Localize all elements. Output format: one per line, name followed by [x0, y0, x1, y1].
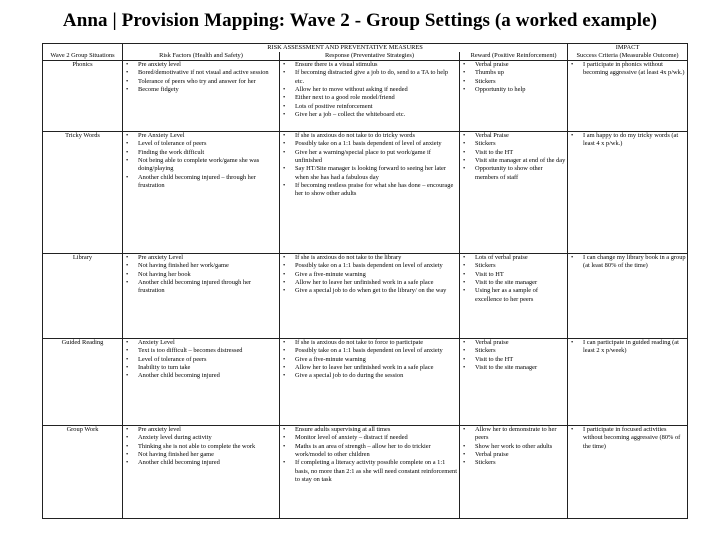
- table-row: [43, 339, 688, 426]
- success-criteria-cell: [568, 339, 688, 426]
- list-item: • I participate in phonics without becoming aggressive (at least 4x p/wk.): [569, 61, 686, 78]
- list-item: • If completing a literacy activity possible complete on a 1:1 basis, no more than 2:1 as she will need constant reinforcement to stay on task: [281, 459, 458, 484]
- situation-cell: Guided Reading: [43, 339, 123, 426]
- list-item: • Anxiety Level: [124, 339, 278, 347]
- success-criteria-cell: [568, 254, 688, 339]
- list-item: • Visit to HT: [461, 271, 566, 279]
- success-criteria-cell: [568, 61, 688, 132]
- list-item: • Finding the work difficult: [124, 149, 278, 157]
- list-item: • Possibly take on a 1:1 basis dependent on level of anxiety: [281, 347, 458, 355]
- list-item: • Using her as a sample of excellence to her peers: [461, 287, 566, 304]
- situations-header: Wave 2 Group Situations: [43, 44, 123, 61]
- success-criteria-cell: [568, 426, 688, 519]
- impact-header: IMPACT: [568, 44, 688, 53]
- risk-factors-cell: [123, 426, 280, 519]
- list-item: • Maths is an area of strength – allow her to do trickier work/model to other children: [281, 443, 458, 460]
- list-item: • Another child becoming injured: [124, 459, 278, 467]
- list-item: • Pre anxiety Level: [124, 254, 278, 262]
- bullet-list: [461, 254, 566, 304]
- list-item: • Pre anxiety level: [124, 426, 278, 434]
- response-cell: [280, 61, 460, 132]
- table-row: [43, 254, 688, 339]
- list-item: • If she is anxious do not take to force to participate: [281, 339, 458, 347]
- list-item: • Give her a warning/special place to put work/game if unfinished: [281, 149, 458, 166]
- risk-factors-cell: [123, 61, 280, 132]
- response-cell: [280, 132, 460, 254]
- list-item: • Bored/demotivative if not visual and active session: [124, 69, 278, 77]
- table-row: [43, 132, 688, 254]
- bullet-list: [124, 254, 278, 296]
- list-item: • Visit to the HT: [461, 356, 566, 364]
- list-item: • Allow her to leave her unfinished work in a safe place: [281, 364, 458, 372]
- situation-cell: Phonics: [43, 61, 123, 132]
- list-item: • I can change my library book in a group (at least 80% of the time): [569, 254, 686, 271]
- list-item: • Possibly take on a 1:1 basis dependent on level of anxiety: [281, 262, 458, 270]
- bullet-list: [569, 61, 686, 78]
- list-item: • Thumbs up: [461, 69, 566, 77]
- bullet-list: [461, 426, 566, 468]
- risk-factors-cell: [123, 254, 280, 339]
- list-item: • Visit to the site manager: [461, 279, 566, 287]
- list-item: • Become fidgety: [124, 86, 278, 94]
- reward-cell: [460, 132, 568, 254]
- list-item: • Ensure there is a visual stimulus: [281, 61, 458, 69]
- bullet-list: [124, 132, 278, 190]
- bullet-list: [569, 132, 686, 149]
- bullet-list: [281, 132, 458, 199]
- bullet-list: [461, 61, 566, 94]
- list-item: • Verbal praise: [461, 451, 566, 459]
- list-item: • Verbal praise: [461, 339, 566, 347]
- list-item: • Give a special job to do during the session: [281, 372, 458, 380]
- success-criteria-cell: [568, 132, 688, 254]
- page-title: Anna | Provision Mapping: Wave 2 - Group Settings (a worked example): [62, 10, 658, 31]
- reward-cell: [460, 426, 568, 519]
- bullet-list: [124, 61, 278, 94]
- list-item: • Stickers: [461, 459, 566, 467]
- list-item: • Opportunity to show other members of staff: [461, 165, 566, 182]
- list-item: • Stickers: [461, 347, 566, 355]
- list-item: • Verbal praise: [461, 61, 566, 69]
- reward-cell: [460, 339, 568, 426]
- bullet-list: [281, 426, 458, 484]
- reward-header: Reward (Positive Reinforcement): [460, 52, 568, 61]
- list-item: • Not being able to complete work/game she was doing/playing: [124, 157, 278, 174]
- list-item: • Not having her book: [124, 271, 278, 279]
- list-item: • Text is too difficult – becomes distressed: [124, 347, 278, 355]
- situation-cell: Tricky Words: [43, 132, 123, 254]
- list-item: • Lots of positive reinforcement: [281, 103, 458, 111]
- bullet-list: [124, 339, 278, 381]
- list-item: • Another child becoming injured through her frustration: [124, 279, 278, 296]
- list-item: • Anxiety level during activity: [124, 434, 278, 442]
- bullet-list: [569, 339, 686, 356]
- situation-cell: Library: [43, 254, 123, 339]
- bullet-list: [569, 426, 686, 451]
- bullet-list: [461, 339, 566, 372]
- situation-cell: Group Work: [43, 426, 123, 519]
- response-cell: [280, 426, 460, 519]
- list-item: • Level of tolerance of peers: [124, 356, 278, 364]
- table-row: [43, 426, 688, 519]
- list-item: • Give a five-minute warning: [281, 356, 458, 364]
- response-cell: [280, 254, 460, 339]
- list-item: • Another child becoming injured: [124, 372, 278, 380]
- list-item: • Give her a job – collect the whiteboard etc.: [281, 111, 458, 119]
- risk-factors-cell: [123, 132, 280, 254]
- list-item: • Not having finished her work/game: [124, 262, 278, 270]
- risk-factors-cell: [123, 339, 280, 426]
- list-item: • Stickers: [461, 262, 566, 270]
- list-item: • Stickers: [461, 140, 566, 148]
- response-cell: [280, 339, 460, 426]
- list-item: • If she is anxious do not take to do tricky words: [281, 132, 458, 140]
- list-item: • Allow her to move without asking if needed: [281, 86, 458, 94]
- bullet-list: [281, 254, 458, 296]
- list-item: • Visit site manager at end of the day: [461, 157, 566, 165]
- list-item: • Possibly take on a 1:1 basis dependent of level of anxiety: [281, 140, 458, 148]
- list-item: • Tolerance of peers who try and answer for her: [124, 78, 278, 86]
- reward-cell: [460, 254, 568, 339]
- list-item: • Monitor level of anxiety – distract if needed: [281, 434, 458, 442]
- list-item: • Either next to a good role model/friend: [281, 94, 458, 102]
- bullet-list: [569, 254, 686, 271]
- list-item: • Opportunity to help: [461, 86, 566, 94]
- provision-map-table: [42, 43, 688, 519]
- list-item: • Lots of verbal praise: [461, 254, 566, 262]
- list-item: • Thinking she is not able to complete the work: [124, 443, 278, 451]
- list-item: • Level of tolerance of peers: [124, 140, 278, 148]
- list-item: • Show her work to other adults: [461, 443, 566, 451]
- bullet-list: [281, 61, 458, 119]
- response-header: Response (Preventative Strategies): [280, 52, 460, 61]
- list-item: • Verbal Praise: [461, 132, 566, 140]
- risk-assessment-group-header: RISK ASSESSMENT AND PREVENTATIVE MEASURES: [123, 44, 568, 53]
- table-row: [43, 61, 688, 132]
- bullet-list: [281, 339, 458, 381]
- list-item: • If becoming restless praise for what she has done – encourage her to show other adults: [281, 182, 458, 199]
- bullet-list: [124, 426, 278, 468]
- bullet-list: [461, 132, 566, 182]
- header-row-top: [43, 44, 688, 53]
- list-item: • Another child becoming injured – through her frustration: [124, 174, 278, 191]
- list-item: • If she is anxious do not take to the library: [281, 254, 458, 262]
- list-item: • Not having finished her game: [124, 451, 278, 459]
- list-item: • Say HT/Site manager is looking forward to seeing her later when she has had a fabulous day: [281, 165, 458, 182]
- reward-cell: [460, 61, 568, 132]
- success-criteria-header: Success Criteria (Measurable Outcome): [568, 52, 688, 61]
- list-item: • Allow her to demonstrate to her peers: [461, 426, 566, 443]
- list-item: • If becoming distracted give a job to do, send to a TA to help etc.: [281, 69, 458, 86]
- list-item: • Pre anxiety level: [124, 61, 278, 69]
- list-item: • Visit to the HT: [461, 149, 566, 157]
- list-item: • I am happy to do my tricky words (at least 4 x p/wk.): [569, 132, 686, 149]
- risk-factors-header: Risk Factors (Health and Safety): [123, 52, 280, 61]
- list-item: • Allow her to leave her unfinished work in a safe place: [281, 279, 458, 287]
- list-item: • Stickers: [461, 78, 566, 86]
- list-item: • Visit to the site manager: [461, 364, 566, 372]
- header-row-columns: [43, 52, 688, 61]
- list-item: • Inability to turn take: [124, 364, 278, 372]
- list-item: • I can participate in guided reading (at least 2 x p/week): [569, 339, 686, 356]
- list-item: • Give a five-minute warning: [281, 271, 458, 279]
- list-item: • Give a special job to do when get to the library/ on the way: [281, 287, 458, 295]
- list-item: • I participate in focused activities without becoming aggressive (80% of the time): [569, 426, 686, 451]
- list-item: • Ensure adults supervising at all times: [281, 426, 458, 434]
- list-item: • Pre Anxiety Level: [124, 132, 278, 140]
